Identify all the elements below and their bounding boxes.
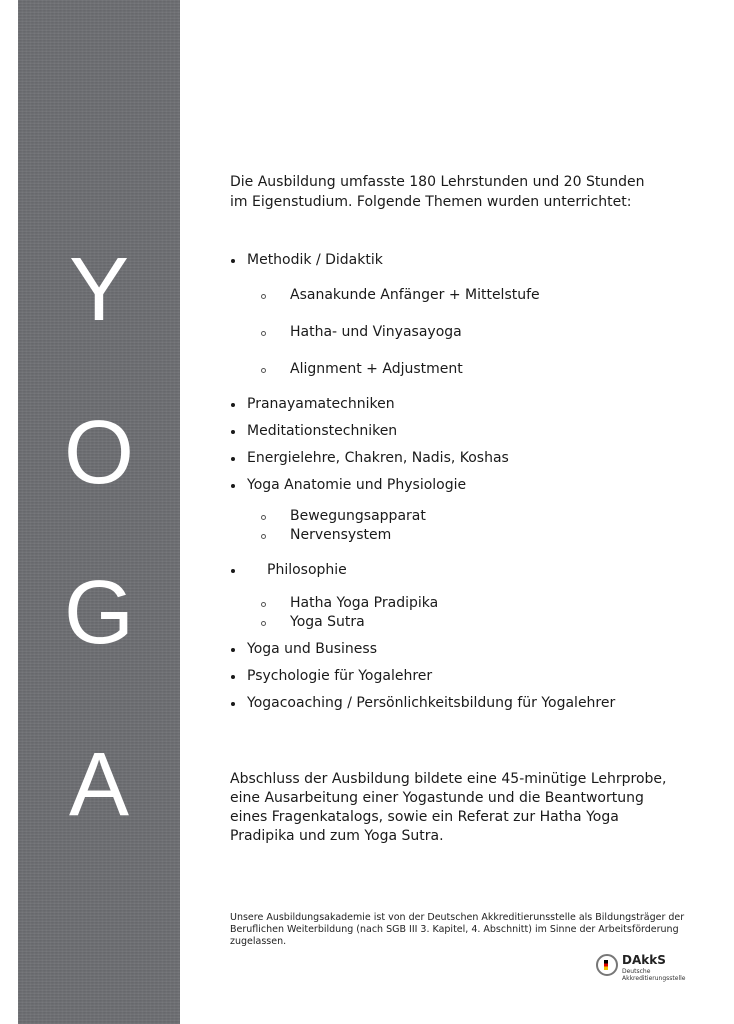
intro-paragraph: Die Ausbildung umfasste 180 Lehrstunden und 20 Stunden im Eigenstudium. Folgende Themen wurden unterrichtet: <box>230 174 645 210</box>
topic-item: Yoga und Business <box>230 639 670 659</box>
topic-item: Energielehre, Chakren, Nadis, Koshas <box>230 448 670 468</box>
sidebar-letter-a: A <box>68 735 130 835</box>
german-flag-icon <box>604 960 608 970</box>
topic-item: Psychologie für Yogalehrer <box>230 666 670 686</box>
subtopic-item: Yoga Sutra <box>230 613 670 632</box>
subtopic-item: Alignment + Adjustment <box>230 360 670 379</box>
subtopic-item: Hatha Yoga Pradipika <box>230 594 670 613</box>
topic-item: Methodik / Didaktik <box>230 250 670 270</box>
topic-item: Philosophie <box>230 560 670 580</box>
sidebar-letter-y: Y <box>68 240 130 340</box>
topic-item: Yogacoaching / Persönlichkeitsbildung für Yogalehrer <box>230 693 627 713</box>
topic-item: Meditationstechniken <box>230 421 670 441</box>
closing-paragraph: Abschluss der Ausbildung bildete eine 45-minütige Lehrprobe, eine Ausarbeitung einer Yogastunde und die Beantwortung eines Fragenkatalogs, sowie ein Referat zur Hatha Yoga Pradipika und zum Yoga Sutra. <box>230 771 667 844</box>
subtopic-item: Asanakunde Anfänger + Mittelstufe <box>230 286 670 305</box>
subtopic-item: Nervensystem <box>230 526 670 545</box>
subtopic-item: Bewegungsapparat <box>230 507 670 526</box>
dakks-logo <box>596 950 706 986</box>
subtopic-item: Hatha- und Vinyasayoga <box>230 323 670 342</box>
logo-subtitle: Deutsche Akkreditierungsstelle <box>622 968 686 982</box>
topic-item: Pranayamatechniken <box>230 394 670 414</box>
topic-item: Yoga Anatomie und Physiologie <box>230 475 670 495</box>
accreditation-note: Unsere Ausbildungsakademie ist von der Deutschen Akkreditierunsstelle als Bildungsträger der Beruflichen Weiterbildung (nach SGB III 3. Kapitel, 4. Abschnitt) im Sinne der Arbeitsförderung zugelassen. <box>230 912 685 947</box>
logo-name: DAkkS <box>622 953 666 967</box>
topic-list <box>230 250 670 713</box>
sidebar-letter-g: G <box>63 563 134 663</box>
sidebar-letter-o: O <box>63 403 134 503</box>
sidebar-panel <box>18 0 180 1024</box>
